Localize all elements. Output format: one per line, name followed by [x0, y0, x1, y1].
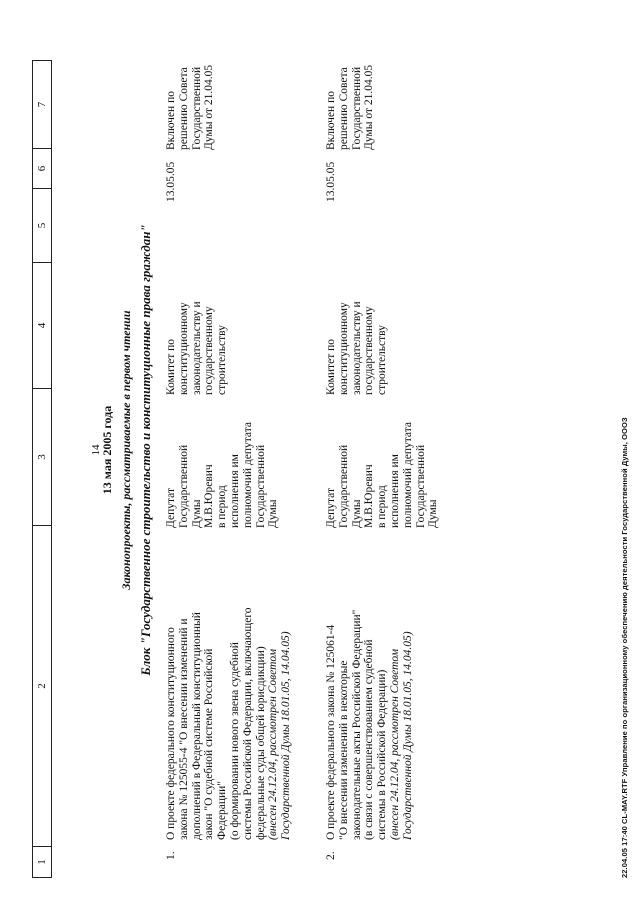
inclusion-line: Государственной: [190, 66, 203, 150]
footer-note: 22.04.05 17:40 CL-MAY.RTF Управление по организационному обеспечению деятельности Государственной Думы, ОООЗ: [620, 417, 629, 878]
item-2-number: 2.: [325, 851, 337, 860]
author-line: полномочий депутата: [401, 422, 414, 528]
title-line: [178, 535, 191, 840]
column-header-6: 6: [33, 149, 51, 189]
section-title: Законопроекты, рассматриваемые в первом чтении: [119, 310, 133, 590]
item-2-title: [325, 535, 415, 840]
committee-line: законодательству и: [190, 301, 203, 395]
author-line: Депутат: [325, 488, 337, 528]
item-1-title: [165, 535, 293, 840]
item-2-author: [325, 418, 440, 528]
author-line: исполнения им: [388, 454, 401, 528]
committee-line: строительству: [216, 325, 229, 395]
item-2-inclusion: [325, 60, 376, 150]
committee-line: Комитет по: [165, 339, 177, 395]
column-header-2: 2: [33, 526, 51, 847]
title-line: законодательные акты Российской Федерации": [350, 609, 363, 840]
author-line: полномочий депутата: [241, 422, 254, 528]
title-line-italic: Государственной Думы 18.01.05, 14.04.05): [401, 631, 414, 840]
author-line: Думы: [267, 499, 280, 528]
author-line: Думы: [427, 499, 440, 528]
committee-line: законодательству и: [350, 301, 363, 395]
title-line: (о формировании нового звена судебной: [228, 642, 241, 840]
date-title: 13 мая 2005 года: [100, 405, 114, 495]
item-1-date: 13.05.05: [165, 161, 177, 202]
title-line: закон "О судебной системе Российской: [203, 648, 216, 840]
title-line: системы Российской Федерации, включающего: [241, 607, 254, 840]
inclusion-line: решению Совета: [337, 67, 350, 150]
column-header-5: 5: [33, 189, 51, 263]
author-line: Депутат: [165, 488, 177, 528]
committee-line: государственному: [363, 306, 376, 395]
column-header-7: 7: [33, 61, 51, 149]
item-2-committee: [325, 255, 389, 395]
title-line-italic: (внесен 24.12.04, рассмотрен Советом: [388, 648, 401, 840]
committee-line: конституционному: [177, 302, 190, 395]
column-header-1: 1: [36, 859, 48, 865]
title-line: федеральные суды общей юрисдикции): [254, 646, 267, 840]
committee-line: государственному: [203, 306, 216, 395]
block-title: Блок "Государственное строительство и конституционные права граждан": [138, 224, 153, 676]
author-line: исполнения им: [228, 454, 241, 528]
inclusion-line: Думы от 21.04.05: [363, 64, 376, 150]
author-line: Государственной: [177, 444, 190, 528]
item-1-author: [165, 418, 280, 528]
column-header-3: 3: [33, 389, 51, 526]
author-line: Государственной: [254, 444, 267, 528]
item-1-committee: [165, 255, 229, 395]
item-1-number: 1.: [165, 851, 177, 860]
author-line: Думы: [350, 499, 363, 528]
author-line: М.В.Юревич: [203, 464, 216, 528]
inclusion-line: Думы от 21.04.05: [203, 64, 216, 150]
title-line: О проекте федерального закона № 125061-4: [325, 624, 337, 840]
title-line: "О внесении изменений в некоторые: [337, 660, 350, 840]
inclusion-line: Включен по: [325, 91, 337, 150]
committee-line: конституционному: [337, 302, 350, 395]
title-line-italic: (внесен 24.12.04, рассмотрен Советом: [267, 648, 280, 840]
title-line: дополнений в Федеральный конституционный: [190, 612, 203, 840]
page-number: 14: [90, 444, 102, 456]
title-line: (в связи с совершенствованием судебной: [363, 639, 376, 840]
committee-line: строительству: [376, 325, 389, 395]
title-line-italic: Государственной Думы 18.01.05, 14.04.05): [280, 631, 293, 840]
column-header-row: [32, 60, 52, 878]
committee-line: Комитет по: [325, 339, 337, 395]
author-line: Думы: [190, 499, 203, 528]
author-line: в период: [216, 485, 229, 528]
title-line: О проекте федерального конституционного: [165, 627, 177, 840]
inclusion-line: Государственной: [350, 66, 363, 150]
column-header-4: 4: [33, 263, 51, 389]
author-line: М.В.Юревич: [363, 464, 376, 528]
item-1-inclusion: [165, 60, 216, 150]
author-line: Государственной: [337, 444, 350, 528]
inclusion-line: решению Совета: [177, 67, 190, 150]
author-line: в период: [376, 485, 389, 528]
title-line: системы в Российской Федерации): [376, 669, 389, 840]
title-line-text: закона № 125055-4 "О внесении изменений и: [177, 618, 190, 840]
item-2-date: 13.05.05: [325, 161, 337, 202]
inclusion-line: Включен по: [165, 91, 177, 150]
author-line: Государственной: [414, 444, 427, 528]
title-line: Федерации": [216, 780, 229, 840]
